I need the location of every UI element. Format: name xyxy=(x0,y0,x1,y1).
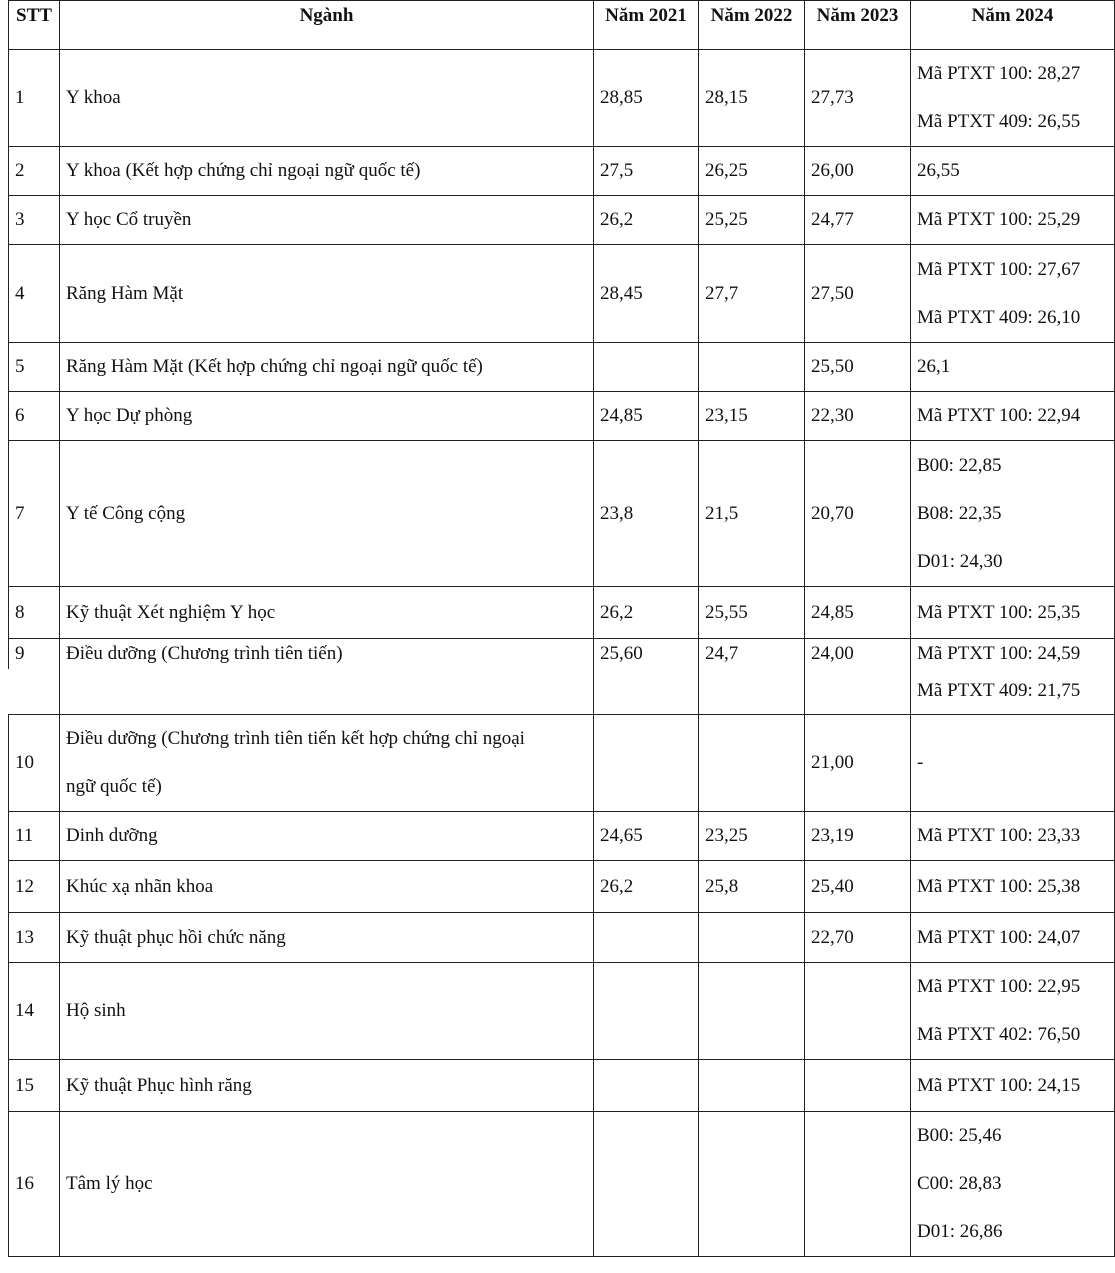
score-line: Mã PTXT 100: 25,29 xyxy=(917,209,1081,230)
cell-2021 xyxy=(594,913,699,963)
cell-2023: 24,77 xyxy=(805,196,911,245)
cell-2023: 26,00 xyxy=(805,147,911,196)
cell-stt: 15 xyxy=(9,1060,60,1112)
cell-2024 xyxy=(911,861,1115,913)
cell-2024 xyxy=(911,715,1115,812)
cell-2023: 27,50 xyxy=(805,245,911,343)
cell-2022: 23,25 xyxy=(699,812,805,861)
cell-2023: 27,73 xyxy=(805,50,911,147)
cell-nganh: Tâm lý học xyxy=(60,1112,594,1257)
cell-2021: 26,2 xyxy=(594,587,699,639)
score-line: - xyxy=(917,752,924,773)
cell-2023: 22,70 xyxy=(805,913,911,963)
admission-score-table xyxy=(8,0,1115,1257)
cell-2024 xyxy=(911,196,1115,245)
score-line: 26,55 xyxy=(917,160,960,181)
cell-nganh: Kỹ thuật Xét nghiệm Y học xyxy=(60,587,594,639)
cell-nganh-empty xyxy=(60,669,594,715)
score-line: C00: 28,83 xyxy=(917,1173,1002,1194)
score-line: Mã PTXT 402: 76,50 xyxy=(917,1024,1081,1045)
cell-nganh: Răng Hàm Mặt xyxy=(60,245,594,343)
table-row xyxy=(9,392,1115,441)
cell-2021 xyxy=(594,343,699,392)
score-line: Mã PTXT 100: 24,59 xyxy=(917,642,1081,664)
cell-2023 xyxy=(805,1060,911,1112)
cell-2022: 24,7 xyxy=(699,639,805,669)
score-line: Mã PTXT 100: 28,27 xyxy=(917,63,1081,84)
score-line: B00: 25,46 xyxy=(917,1125,1002,1146)
score-line: Mã PTXT 409: 21,75 xyxy=(917,680,1081,702)
table-row xyxy=(9,343,1115,392)
cell-2023: 22,30 xyxy=(805,392,911,441)
cell-stt: 4 xyxy=(9,245,60,343)
score-line: D01: 26,86 xyxy=(917,1221,1003,1242)
cell-2021: 24,85 xyxy=(594,392,699,441)
cell-2023 xyxy=(805,1112,911,1257)
cell-2024 xyxy=(911,441,1115,587)
header-year-2023: Năm 2023 xyxy=(805,1,911,50)
cell-stt: 3 xyxy=(9,196,60,245)
score-line: B08: 22,35 xyxy=(917,502,1002,524)
header-row xyxy=(9,1,1115,50)
cell-2022 xyxy=(699,1112,805,1257)
header-year-2022: Năm 2022 xyxy=(699,1,805,50)
score-line: B00: 22,85 xyxy=(917,454,1002,476)
cell-2024 xyxy=(911,913,1115,963)
cell-2021-empty xyxy=(594,669,699,715)
cell-stt: 16 xyxy=(9,1112,60,1257)
cell-2022: 25,25 xyxy=(699,196,805,245)
cell-2022: 25,8 xyxy=(699,861,805,913)
score-line: D01: 24,30 xyxy=(917,550,1003,572)
cell-2023: 25,40 xyxy=(805,861,911,913)
cell-stt: 13 xyxy=(9,913,60,963)
cell-2022: 28,15 xyxy=(699,50,805,147)
header-stt: STT xyxy=(9,1,60,50)
table-row xyxy=(9,1060,1115,1112)
cell-nganh: Răng Hàm Mặt (Kết hợp chứng chỉ ngoại ngữ quốc tế) xyxy=(60,343,594,392)
score-line: 26,1 xyxy=(917,356,951,377)
cell-stt: 8 xyxy=(9,587,60,639)
score-line: Mã PTXT 100: 24,07 xyxy=(917,926,1081,948)
table-row xyxy=(9,812,1115,861)
score-line: Mã PTXT 100: 24,15 xyxy=(917,1074,1081,1096)
score-line: Mã PTXT 409: 26,55 xyxy=(917,111,1081,132)
cell-2024 xyxy=(911,669,1115,715)
cell-2022: 26,25 xyxy=(699,147,805,196)
cell-stt: 12 xyxy=(9,861,60,913)
cell-stt: 1 xyxy=(9,50,60,147)
cell-stt: 5 xyxy=(9,343,60,392)
cell-2021: 23,8 xyxy=(594,441,699,587)
cell-nganh: Y khoa xyxy=(60,50,594,147)
cell-nganh: Kỹ thuật phục hồi chức năng xyxy=(60,913,594,963)
cell-2022 xyxy=(699,963,805,1060)
cell-stt: 9 xyxy=(9,639,60,669)
cell-2023: 21,00 xyxy=(805,715,911,812)
table-row xyxy=(9,196,1115,245)
cell-2022 xyxy=(699,715,805,812)
cell-2021: 28,85 xyxy=(594,50,699,147)
cell-2024 xyxy=(911,1112,1115,1257)
cell-nganh: Kỹ thuật Phục hình răng xyxy=(60,1060,594,1112)
cell-stt: 14 xyxy=(9,963,60,1060)
cell-stt: 11 xyxy=(9,812,60,861)
cell-nganh: Y học Cổ truyền xyxy=(60,196,594,245)
cell-2022 xyxy=(699,913,805,963)
cell-2021: 26,2 xyxy=(594,861,699,913)
cell-2021: 25,60 xyxy=(594,639,699,669)
header-year-2021: Năm 2021 xyxy=(594,1,699,50)
cell-2021: 27,5 xyxy=(594,147,699,196)
cell-2024 xyxy=(911,963,1115,1060)
cell-stt: 6 xyxy=(9,392,60,441)
cell-stt-empty xyxy=(9,669,60,715)
cell-2021 xyxy=(594,715,699,812)
cell-2023 xyxy=(805,963,911,1060)
cell-2022-empty xyxy=(699,669,805,715)
cell-2022 xyxy=(699,343,805,392)
cell-2024 xyxy=(911,245,1115,343)
cell-2022: 21,5 xyxy=(699,441,805,587)
cell-2023: 24,85 xyxy=(805,587,911,639)
score-line: Mã PTXT 100: 25,35 xyxy=(917,601,1081,623)
score-line: Mã PTXT 100: 23,33 xyxy=(917,825,1081,846)
cell-2024 xyxy=(911,587,1115,639)
cell-2022: 27,7 xyxy=(699,245,805,343)
table-row xyxy=(9,245,1115,343)
cell-2022: 23,15 xyxy=(699,392,805,441)
cell-nganh: Y học Dự phòng xyxy=(60,392,594,441)
cell-2021: 26,2 xyxy=(594,196,699,245)
cell-2021 xyxy=(594,1060,699,1112)
table-row xyxy=(9,587,1115,639)
table-row xyxy=(9,50,1115,147)
cell-2024 xyxy=(911,392,1115,441)
cell-2022 xyxy=(699,1060,805,1112)
cell-stt: 10 xyxy=(9,715,60,812)
cell-2023: 25,50 xyxy=(805,343,911,392)
header-nganh: Ngành xyxy=(60,1,594,50)
cell-2024 xyxy=(911,50,1115,147)
cell-2024 xyxy=(911,343,1115,392)
cell-2023: 23,19 xyxy=(805,812,911,861)
table-row xyxy=(9,639,1115,669)
table-row xyxy=(9,963,1115,1060)
cell-2023: 24,00 xyxy=(805,639,911,669)
table-row xyxy=(9,913,1115,963)
score-line: Mã PTXT 100: 27,67 xyxy=(917,258,1081,280)
table-row xyxy=(9,1112,1115,1257)
cell-nganh: Hộ sinh xyxy=(60,963,594,1060)
cell-2024 xyxy=(911,147,1115,196)
cell-nganh: Y khoa (Kết hợp chứng chỉ ngoại ngữ quốc tế) xyxy=(60,147,594,196)
cell-2024 xyxy=(911,1060,1115,1112)
cell-nganh: Dinh dưỡng xyxy=(60,812,594,861)
cell-2021: 24,65 xyxy=(594,812,699,861)
cell-nganh xyxy=(60,715,594,812)
cell-2023: 20,70 xyxy=(805,441,911,587)
nganh-line: Điều dưỡng (Chương trình tiên tiến kết hợp chứng chỉ ngoại xyxy=(66,728,525,749)
table-row-continuation xyxy=(9,669,1115,715)
header-year-2024: Năm 2024 xyxy=(911,1,1115,50)
cell-2024 xyxy=(911,639,1115,669)
cell-2024 xyxy=(911,812,1115,861)
table-row xyxy=(9,441,1115,587)
table-row xyxy=(9,715,1115,812)
score-line: Mã PTXT 409: 26,10 xyxy=(917,306,1081,328)
cell-stt: 2 xyxy=(9,147,60,196)
table-row xyxy=(9,147,1115,196)
cell-nganh: Điều dưỡng (Chương trình tiên tiến) xyxy=(60,639,594,669)
cell-nganh: Y tế Công cộng xyxy=(60,441,594,587)
score-line: Mã PTXT 100: 22,95 xyxy=(917,976,1081,997)
cell-2023-empty xyxy=(805,669,911,715)
score-line: Mã PTXT 100: 25,38 xyxy=(917,875,1081,897)
table-row xyxy=(9,861,1115,913)
score-line: Mã PTXT 100: 22,94 xyxy=(917,405,1081,426)
cell-2021: 28,45 xyxy=(594,245,699,343)
cell-stt: 7 xyxy=(9,441,60,587)
cell-2022: 25,55 xyxy=(699,587,805,639)
cell-2021 xyxy=(594,1112,699,1257)
cell-2021 xyxy=(594,963,699,1060)
nganh-line: ngữ quốc tế) xyxy=(66,776,162,797)
cell-nganh: Khúc xạ nhãn khoa xyxy=(60,861,594,913)
